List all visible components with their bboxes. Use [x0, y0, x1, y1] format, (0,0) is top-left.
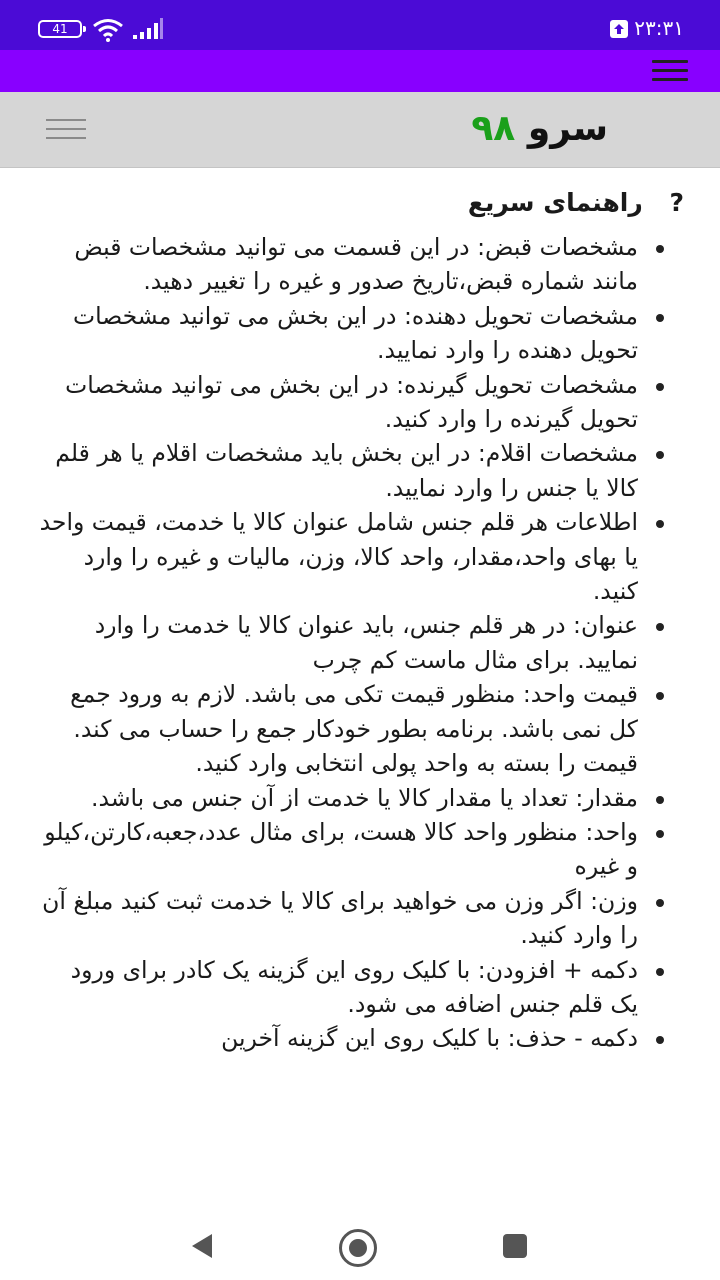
- guide-title-text: راهنمای سریع: [467, 188, 643, 217]
- battery-level: 41: [52, 22, 68, 36]
- list-item: دکمه - حذف: با کلیک روی این گزینه آخرین: [38, 1021, 638, 1055]
- list-item: مشخصات قبض: در این قسمت می توانید مشخصات قبض مانند شماره قبض،تاریخ صدور و غیره را تغییر دهید.: [38, 230, 638, 299]
- list-item: مشخصات اقلام: در این بخش باید مشخصات اقلام یا هر قلم کالا یا جنس را وارد نمایید.: [38, 436, 638, 505]
- hamburger-menu-icon[interactable]: [46, 119, 88, 141]
- app-header: [0, 92, 720, 168]
- logo-word: سرو: [527, 108, 608, 149]
- upload-notification-icon: [610, 20, 628, 38]
- home-icon[interactable]: [339, 1229, 377, 1267]
- list-item: مقدار: تعداد یا مقدار کالا یا خدمت از آن جنس می باشد.: [38, 781, 638, 815]
- list-item: اطلاعات هر قلم جنس شامل عنوان کالا یا خدمت، قیمت واحد یا بهای واحد،مقدار، واحد کالا، وزن، مالیات و غیره را وارد کنید.: [38, 505, 638, 608]
- navigation-bar: [0, 1210, 720, 1280]
- app-logo: [471, 107, 608, 151]
- wifi-icon: [92, 18, 124, 42]
- status-time: ۲۳:۳۱: [634, 16, 684, 40]
- battery-icon: [38, 20, 82, 38]
- list-item: مشخصات تحویل گیرنده: در این بخش می توانید مشخصات تحویل گیرنده را وارد کنید.: [38, 368, 638, 437]
- logo-number: ۹۸: [471, 108, 516, 149]
- list-item: وزن: اگر وزن می خواهید برای کالا یا خدمت ثبت کنید مبلغ آن را وارد کنید.: [38, 884, 638, 953]
- list-item: دکمه + افزودن: با کلیک روی این گزینه یک کادر برای ورود یک قلم جنس اضافه می شود.: [38, 953, 638, 1022]
- guide-content: [0, 168, 720, 1210]
- list-item: قیمت واحد: منظور قیمت تکی می باشد. لازم به ورود جمع کل نمی باشد. برنامه بطور خودکار جمع را حساب می کند. قیمت را بسته به واحد پولی انتخابی وارد کنید.: [38, 677, 638, 780]
- hamburger-menu-icon[interactable]: [652, 60, 690, 84]
- list-item: مشخصات تحویل دهنده: در این بخش می توانید مشخصات تحویل دهنده را وارد نمایید.: [38, 299, 638, 368]
- signal-icon: [132, 18, 164, 40]
- guide-list: [38, 230, 638, 1056]
- list-item: واحد: منظور واحد کالا هست، برای مثال عدد،جعبه،کارتن،کیلو و غیره: [38, 815, 638, 884]
- back-icon[interactable]: [188, 1232, 216, 1260]
- guide-title: [468, 186, 684, 220]
- status-bar: [0, 0, 720, 50]
- app-toolbar: [0, 50, 720, 92]
- recent-apps-icon[interactable]: [503, 1234, 527, 1258]
- list-item: عنوان: در هر قلم جنس، باید عنوان کالا یا خدمت را وارد نمایید. برای مثال ماست کم چرب: [38, 608, 638, 677]
- question-icon: ?: [669, 188, 684, 217]
